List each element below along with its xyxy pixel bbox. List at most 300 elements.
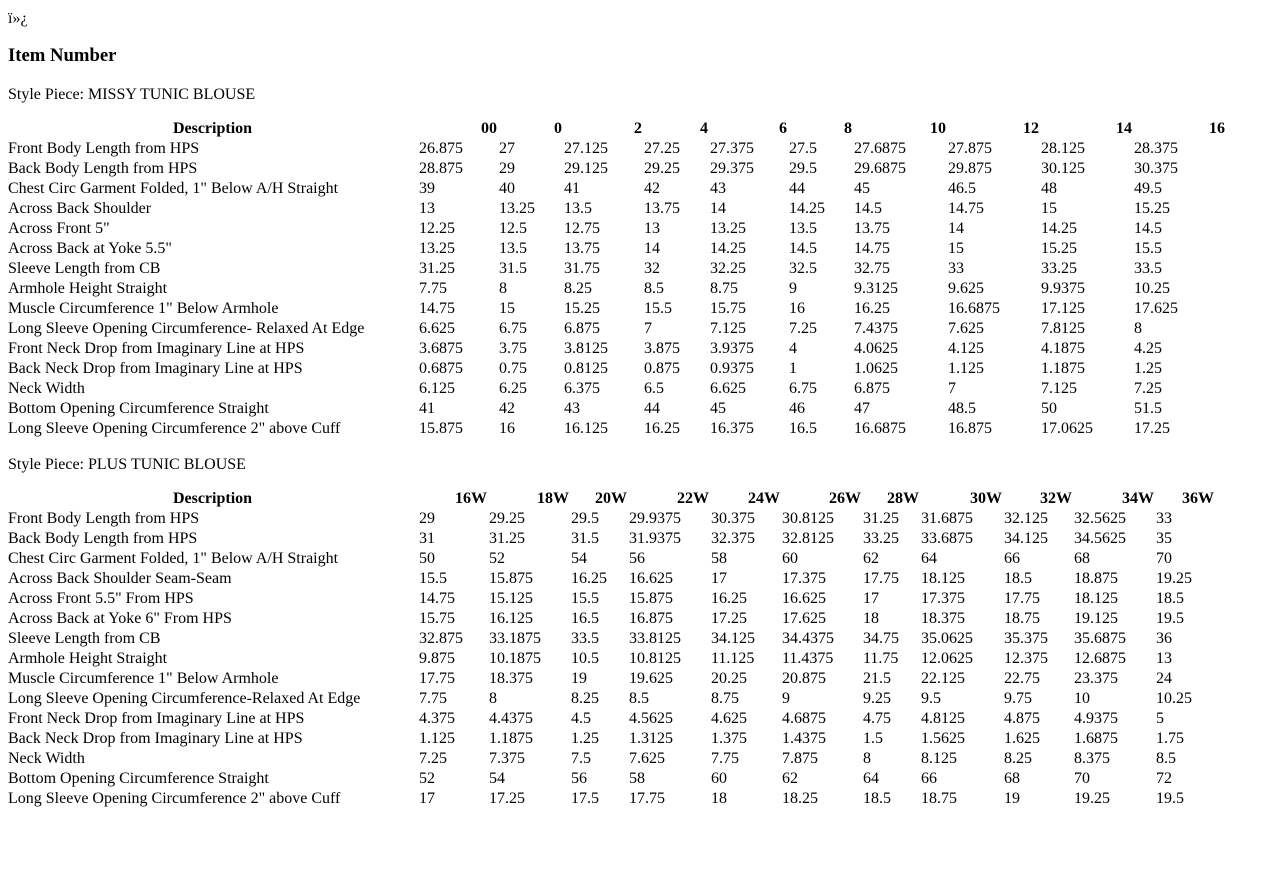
measurement-value: 1.625 (1004, 730, 1040, 747)
measurement-value: 34.4375 (782, 630, 834, 647)
measurement-value: 16.125 (489, 610, 533, 627)
table-row (7, 139, 1226, 159)
measurement-value: 34.125 (1004, 530, 1048, 547)
measurement-value: 0.75 (499, 360, 527, 377)
measurement-description: Back Neck Drop from Imaginary Line at HPS (8, 730, 303, 747)
measurement-value: 44 (789, 180, 805, 197)
measurement-value: 32 (644, 260, 660, 277)
measurement-value: 9.625 (948, 280, 984, 297)
table-row (7, 279, 1226, 299)
measurement-value: 29.875 (948, 160, 992, 177)
column-header-size: 00 (481, 120, 497, 137)
column-header-size: 8 (844, 120, 852, 137)
measurement-description: Front Neck Drop from Imaginary Line at HPS (8, 340, 305, 357)
measurement-value: 8 (863, 750, 871, 767)
measurement-value: 16.125 (564, 420, 608, 437)
table-row (7, 179, 1226, 199)
measurement-value: 29.6875 (854, 160, 906, 177)
page-title: Item Number (8, 45, 117, 66)
measurement-value: 10.1875 (489, 650, 541, 667)
measurement-value: 14 (644, 240, 660, 257)
measurement-description: Long Sleeve Opening Circumference-Relaxed At Edge (8, 690, 361, 707)
column-header-size: 16 (1209, 120, 1225, 137)
measurement-value: 17.0625 (1041, 420, 1093, 437)
measurement-description: Bottom Opening Circumference Straight (8, 770, 269, 787)
measurement-value: 4.9375 (1074, 710, 1118, 727)
column-header-size: 28W (887, 490, 919, 507)
measurement-value: 17.625 (782, 610, 826, 627)
measurement-value: 27.875 (948, 140, 992, 157)
measurement-value: 4.125 (948, 340, 984, 357)
measurement-value: 1.125 (419, 730, 455, 747)
table-row (7, 299, 1226, 319)
table-row (7, 729, 1215, 749)
measurement-value: 12.6875 (1074, 650, 1126, 667)
measurement-value: 8.75 (711, 690, 739, 707)
measurement-value: 28.875 (419, 160, 463, 177)
measurement-value: 32.125 (1004, 510, 1048, 527)
column-header-description: Description (172, 120, 253, 137)
measurement-value: 15.125 (489, 590, 533, 607)
measurement-value: 4.5625 (629, 710, 673, 727)
measurement-value: 70 (1074, 770, 1090, 787)
measurement-value: 4.6875 (782, 710, 826, 727)
measurement-value: 7 (644, 320, 652, 337)
measurement-value: 32.375 (711, 530, 755, 547)
measurement-value: 16.5 (789, 420, 817, 437)
measurement-description: Neck Width (8, 750, 85, 767)
measurement-value: 11.4375 (782, 650, 834, 667)
column-header-size: 36W (1182, 490, 1214, 507)
measurement-value: 4.4375 (489, 710, 533, 727)
table-row (7, 769, 1215, 789)
column-header-size: 24W (748, 490, 780, 507)
measurement-value: 40 (499, 180, 515, 197)
measurement-value: 60 (782, 550, 798, 567)
measurement-value: 72 (1156, 770, 1172, 787)
measurement-value: 34.5625 (1074, 530, 1126, 547)
measurement-value: 68 (1074, 550, 1090, 567)
measurement-value: 3.9375 (710, 340, 754, 357)
measurement-value: 3.875 (644, 340, 680, 357)
table-header-row (7, 489, 1215, 509)
measurement-value: 15.875 (489, 570, 533, 587)
measurement-value: 17 (711, 570, 727, 587)
measurement-value: 10.5 (571, 650, 599, 667)
table-row (7, 219, 1226, 239)
measurement-value: 24 (1156, 670, 1172, 687)
measurement-value: 46 (789, 400, 805, 417)
table-row (7, 749, 1215, 769)
measurement-value: 13.5 (564, 200, 592, 217)
measurement-value: 7.375 (489, 750, 525, 767)
measurement-value: 56 (629, 550, 645, 567)
measurement-value: 8 (1134, 320, 1142, 337)
measurement-value: 1.1875 (1041, 360, 1085, 377)
spec-table-plus (7, 489, 1215, 809)
measurement-value: 50 (419, 550, 435, 567)
measurement-value: 31.9375 (629, 530, 681, 547)
measurement-value: 36 (1156, 630, 1172, 647)
measurement-value: 13.75 (644, 200, 680, 217)
measurement-value: 14.75 (419, 590, 455, 607)
measurement-value: 9.9375 (1041, 280, 1085, 297)
measurement-value: 8.125 (921, 750, 957, 767)
measurement-value: 6.875 (564, 320, 600, 337)
measurement-value: 13.75 (564, 240, 600, 257)
measurement-value: 60 (711, 770, 727, 787)
measurement-value: 9.3125 (854, 280, 898, 297)
measurement-description: Sleeve Length from CB (8, 630, 161, 647)
measurement-value: 26.875 (419, 140, 463, 157)
measurement-value: 23.375 (1074, 670, 1118, 687)
measurement-value: 28.125 (1041, 140, 1085, 157)
measurement-value: 12.75 (564, 220, 600, 237)
table-row (7, 689, 1215, 709)
measurement-value: 17.125 (1041, 300, 1085, 317)
measurement-value: 22.75 (1004, 670, 1040, 687)
measurement-value: 48.5 (948, 400, 976, 417)
measurement-value: 12.25 (419, 220, 455, 237)
measurement-value: 27.125 (564, 140, 608, 157)
measurement-value: 16.875 (629, 610, 673, 627)
measurement-value: 8.25 (571, 690, 599, 707)
measurement-value: 1.3125 (629, 730, 673, 747)
column-header-size: 16W (455, 490, 487, 507)
column-header-size: 14 (1116, 120, 1132, 137)
measurement-value: 15.25 (564, 300, 600, 317)
measurement-value: 17.25 (1134, 420, 1170, 437)
measurement-value: 45 (854, 180, 870, 197)
measurement-value: 10 (1074, 690, 1090, 707)
measurement-description: Back Neck Drop from Imaginary Line at HPS (8, 360, 303, 377)
measurement-value: 1.375 (711, 730, 747, 747)
measurement-value: 33.6875 (921, 530, 973, 547)
measurement-description: Armhole Height Straight (8, 650, 168, 667)
measurement-value: 16.6875 (948, 300, 1000, 317)
measurement-value: 4.5 (571, 710, 591, 727)
measurement-value: 1 (789, 360, 797, 377)
table-row (7, 709, 1215, 729)
measurement-value: 8 (499, 280, 507, 297)
measurement-value: 15 (948, 240, 964, 257)
measurement-value: 13 (1156, 650, 1172, 667)
measurement-description: Sleeve Length from CB (8, 260, 161, 277)
measurement-value: 32.8125 (782, 530, 834, 547)
column-header-size: 6 (779, 120, 787, 137)
measurement-value: 6.5 (644, 380, 664, 397)
measurement-value: 7.625 (948, 320, 984, 337)
measurement-value: 7 (948, 380, 956, 397)
measurement-value: 15 (499, 300, 515, 317)
measurement-value: 13.75 (854, 220, 890, 237)
measurement-value: 35 (1156, 530, 1172, 547)
measurement-value: 15.875 (419, 420, 463, 437)
measurement-value: 9.25 (863, 690, 891, 707)
measurement-value: 13.25 (419, 240, 455, 257)
measurement-value: 6.25 (499, 380, 527, 397)
measurement-value: 31.6875 (921, 510, 973, 527)
column-header-size: 18W (537, 490, 569, 507)
measurement-value: 33.1875 (489, 630, 541, 647)
measurement-value: 19.5 (1156, 790, 1184, 807)
measurement-value: 14.5 (789, 240, 817, 257)
measurement-value: 4.8125 (921, 710, 965, 727)
measurement-description: Front Neck Drop from Imaginary Line at HPS (8, 710, 305, 727)
table-row (7, 529, 1215, 549)
measurement-value: 29.25 (644, 160, 680, 177)
measurement-value: 17.75 (863, 570, 899, 587)
measurement-value: 6.625 (419, 320, 455, 337)
measurement-value: 31.25 (419, 260, 455, 277)
measurement-value: 18.5 (863, 790, 891, 807)
measurement-value: 19.25 (1156, 570, 1192, 587)
measurement-value: 32.5 (789, 260, 817, 277)
measurement-description: Across Back at Yoke 6" From HPS (8, 610, 232, 627)
measurement-value: 14.25 (710, 240, 746, 257)
measurement-value: 7.25 (419, 750, 447, 767)
measurement-value: 18.375 (921, 610, 965, 627)
measurement-value: 7.75 (711, 750, 739, 767)
column-header-size: 20W (595, 490, 627, 507)
table-row (7, 199, 1226, 219)
measurement-value: 17.625 (1134, 300, 1178, 317)
measurement-value: 15.875 (629, 590, 673, 607)
measurement-value: 4.0625 (854, 340, 898, 357)
measurement-value: 1.125 (948, 360, 984, 377)
measurement-value: 16.25 (854, 300, 890, 317)
table-row (7, 159, 1226, 179)
measurement-value: 29.5 (789, 160, 817, 177)
column-header-size: 26W (829, 490, 861, 507)
measurement-description: Back Body Length from HPS (8, 160, 198, 177)
measurement-description: Long Sleeve Opening Circumference- Relaxed At Edge (8, 320, 365, 337)
measurement-value: 27.5 (789, 140, 817, 157)
measurement-value: 7.125 (710, 320, 746, 337)
measurement-value: 15.5 (419, 570, 447, 587)
measurement-value: 41 (564, 180, 580, 197)
measurement-value: 11.125 (711, 650, 755, 667)
measurement-value: 18.125 (921, 570, 965, 587)
measurement-value: 16 (789, 300, 805, 317)
measurement-value: 16.25 (644, 420, 680, 437)
measurement-value: 64 (863, 770, 879, 787)
measurement-value: 45 (710, 400, 726, 417)
measurement-value: 39 (419, 180, 435, 197)
measurement-description: Bottom Opening Circumference Straight (8, 400, 269, 417)
measurement-value: 7.75 (419, 690, 447, 707)
measurement-value: 9 (782, 690, 790, 707)
measurement-description: Across Front 5.5" From HPS (8, 590, 194, 607)
measurement-value: 16.5 (571, 610, 599, 627)
table-row (7, 259, 1226, 279)
measurement-value: 28.375 (1134, 140, 1178, 157)
measurement-value: 27.25 (644, 140, 680, 157)
measurement-value: 7.8125 (1041, 320, 1085, 337)
measurement-value: 19.125 (1074, 610, 1118, 627)
measurement-value: 30.375 (1134, 160, 1178, 177)
measurement-value: 6.75 (789, 380, 817, 397)
measurement-value: 19.5 (1156, 610, 1184, 627)
measurement-value: 4.375 (419, 710, 455, 727)
measurement-value: 16.25 (711, 590, 747, 607)
measurement-value: 7.25 (789, 320, 817, 337)
table-row (7, 649, 1215, 669)
measurement-value: 7.25 (1134, 380, 1162, 397)
measurement-value: 19 (571, 670, 587, 687)
measurement-value: 32.5625 (1074, 510, 1126, 527)
measurement-value: 43 (564, 400, 580, 417)
measurement-value: 17 (863, 590, 879, 607)
measurement-value: 13.25 (499, 200, 535, 217)
measurement-value: 7.5 (571, 750, 591, 767)
measurement-value: 17 (419, 790, 435, 807)
measurement-value: 47 (854, 400, 870, 417)
measurement-value: 15 (1041, 200, 1057, 217)
measurement-value: 1.6875 (1074, 730, 1118, 747)
measurement-value: 34.125 (711, 630, 755, 647)
measurement-value: 13 (644, 220, 660, 237)
measurement-value: 33.5 (1134, 260, 1162, 277)
measurement-value: 17.75 (1004, 590, 1040, 607)
measurement-value: 8.375 (1074, 750, 1110, 767)
measurement-value: 1.25 (571, 730, 599, 747)
column-header-size: 10 (930, 120, 946, 137)
measurement-description: Chest Circ Garment Folded, 1" Below A/H Straight (8, 550, 339, 567)
measurement-value: 18.375 (489, 670, 533, 687)
measurement-value: 35.0625 (921, 630, 973, 647)
measurement-value: 21.5 (863, 670, 891, 687)
column-header-size: 34W (1122, 490, 1154, 507)
measurement-value: 70 (1156, 550, 1172, 567)
measurement-value: 16.875 (948, 420, 992, 437)
measurement-value: 33 (1156, 510, 1172, 527)
measurement-value: 27 (499, 140, 515, 157)
measurement-value: 31.5 (571, 530, 599, 547)
measurement-value: 10.25 (1134, 280, 1170, 297)
measurement-value: 8.25 (564, 280, 592, 297)
measurement-value: 46.5 (948, 180, 976, 197)
measurement-value: 12.375 (1004, 650, 1048, 667)
measurement-value: 15.5 (1134, 240, 1162, 257)
measurement-value: 43 (710, 180, 726, 197)
measurement-value: 15.75 (710, 300, 746, 317)
table-row (7, 419, 1226, 439)
column-header-size: 0 (554, 120, 562, 137)
measurement-value: 7.875 (782, 750, 818, 767)
table-row (7, 549, 1215, 569)
measurement-value: 14.25 (1041, 220, 1077, 237)
measurement-value: 18.5 (1156, 590, 1184, 607)
measurement-value: 64 (921, 550, 937, 567)
measurement-value: 18.875 (1074, 570, 1118, 587)
style-piece-label-missy: Style Piece: MISSY TUNIC BLOUSE (8, 86, 256, 103)
measurement-value: 13 (419, 200, 435, 217)
table-row (7, 669, 1215, 689)
column-header-description: Description (172, 490, 253, 507)
measurement-value: 8 (489, 690, 497, 707)
measurement-value: 6.75 (499, 320, 527, 337)
measurement-value: 7.125 (1041, 380, 1077, 397)
measurement-value: 31.5 (499, 260, 527, 277)
measurement-description: Front Body Length from HPS (8, 510, 200, 527)
measurement-value: 32.75 (854, 260, 890, 277)
measurement-value: 14.75 (419, 300, 455, 317)
measurement-value: 8.5 (644, 280, 664, 297)
measurement-description: Long Sleeve Opening Circumference 2" above Cuff (8, 790, 341, 807)
measurement-value: 6.875 (854, 380, 890, 397)
measurement-value: 13.25 (710, 220, 746, 237)
measurement-value: 19.25 (1074, 790, 1110, 807)
measurement-value: 14 (710, 200, 726, 217)
measurement-value: 12.5 (499, 220, 527, 237)
measurement-value: 14.5 (854, 200, 882, 217)
table-row (7, 399, 1226, 419)
measurement-value: 6.375 (564, 380, 600, 397)
measurement-value: 30.375 (711, 510, 755, 527)
measurement-value: 50 (1041, 400, 1057, 417)
measurement-value: 4.75 (863, 710, 891, 727)
measurement-value: 17.75 (629, 790, 665, 807)
measurement-value: 35.6875 (1074, 630, 1126, 647)
table-row (7, 359, 1226, 379)
measurement-value: 11.75 (863, 650, 899, 667)
table-row (7, 509, 1215, 529)
measurement-value: 14.5 (1134, 220, 1162, 237)
measurement-value: 30.8125 (782, 510, 834, 527)
measurement-value: 30.125 (1041, 160, 1085, 177)
measurement-value: 17.375 (921, 590, 965, 607)
measurement-value: 62 (782, 770, 798, 787)
measurement-value: 42 (644, 180, 660, 197)
measurement-value: 0.6875 (419, 360, 463, 377)
measurement-value: 8.5 (629, 690, 649, 707)
measurement-value: 32.25 (710, 260, 746, 277)
measurement-value: 4.875 (1004, 710, 1040, 727)
measurement-description: Across Front 5" (8, 220, 110, 237)
measurement-value: 31 (419, 530, 435, 547)
measurement-value: 32.875 (419, 630, 463, 647)
measurement-value: 3.6875 (419, 340, 463, 357)
measurement-description: Across Back Shoulder (8, 200, 152, 217)
measurement-value: 19 (1004, 790, 1020, 807)
measurement-value: 15.75 (419, 610, 455, 627)
measurement-value: 4.1875 (1041, 340, 1085, 357)
measurement-value: 17.5 (571, 790, 599, 807)
measurement-value: 12.0625 (921, 650, 973, 667)
measurement-value: 51.5 (1134, 400, 1162, 417)
measurement-value: 29 (499, 160, 515, 177)
measurement-value: 31.75 (564, 260, 600, 277)
measurement-value: 9.875 (419, 650, 455, 667)
measurement-value: 18.5 (1004, 570, 1032, 587)
measurement-value: 7.4375 (854, 320, 898, 337)
measurement-value: 1.0625 (854, 360, 898, 377)
measurement-value: 68 (1004, 770, 1020, 787)
measurement-value: 31.25 (489, 530, 525, 547)
measurement-value: 17.375 (782, 570, 826, 587)
measurement-value: 17.25 (711, 610, 747, 627)
measurement-value: 13.5 (789, 220, 817, 237)
measurement-value: 14.25 (789, 200, 825, 217)
measurement-value: 18.25 (782, 790, 818, 807)
measurement-value: 14 (948, 220, 964, 237)
measurement-description: Across Back at Yoke 5.5" (8, 240, 172, 257)
measurement-value: 15.5 (571, 590, 599, 607)
measurement-value: 7.625 (629, 750, 665, 767)
measurement-value: 4.25 (1134, 340, 1162, 357)
measurement-value: 44 (644, 400, 660, 417)
